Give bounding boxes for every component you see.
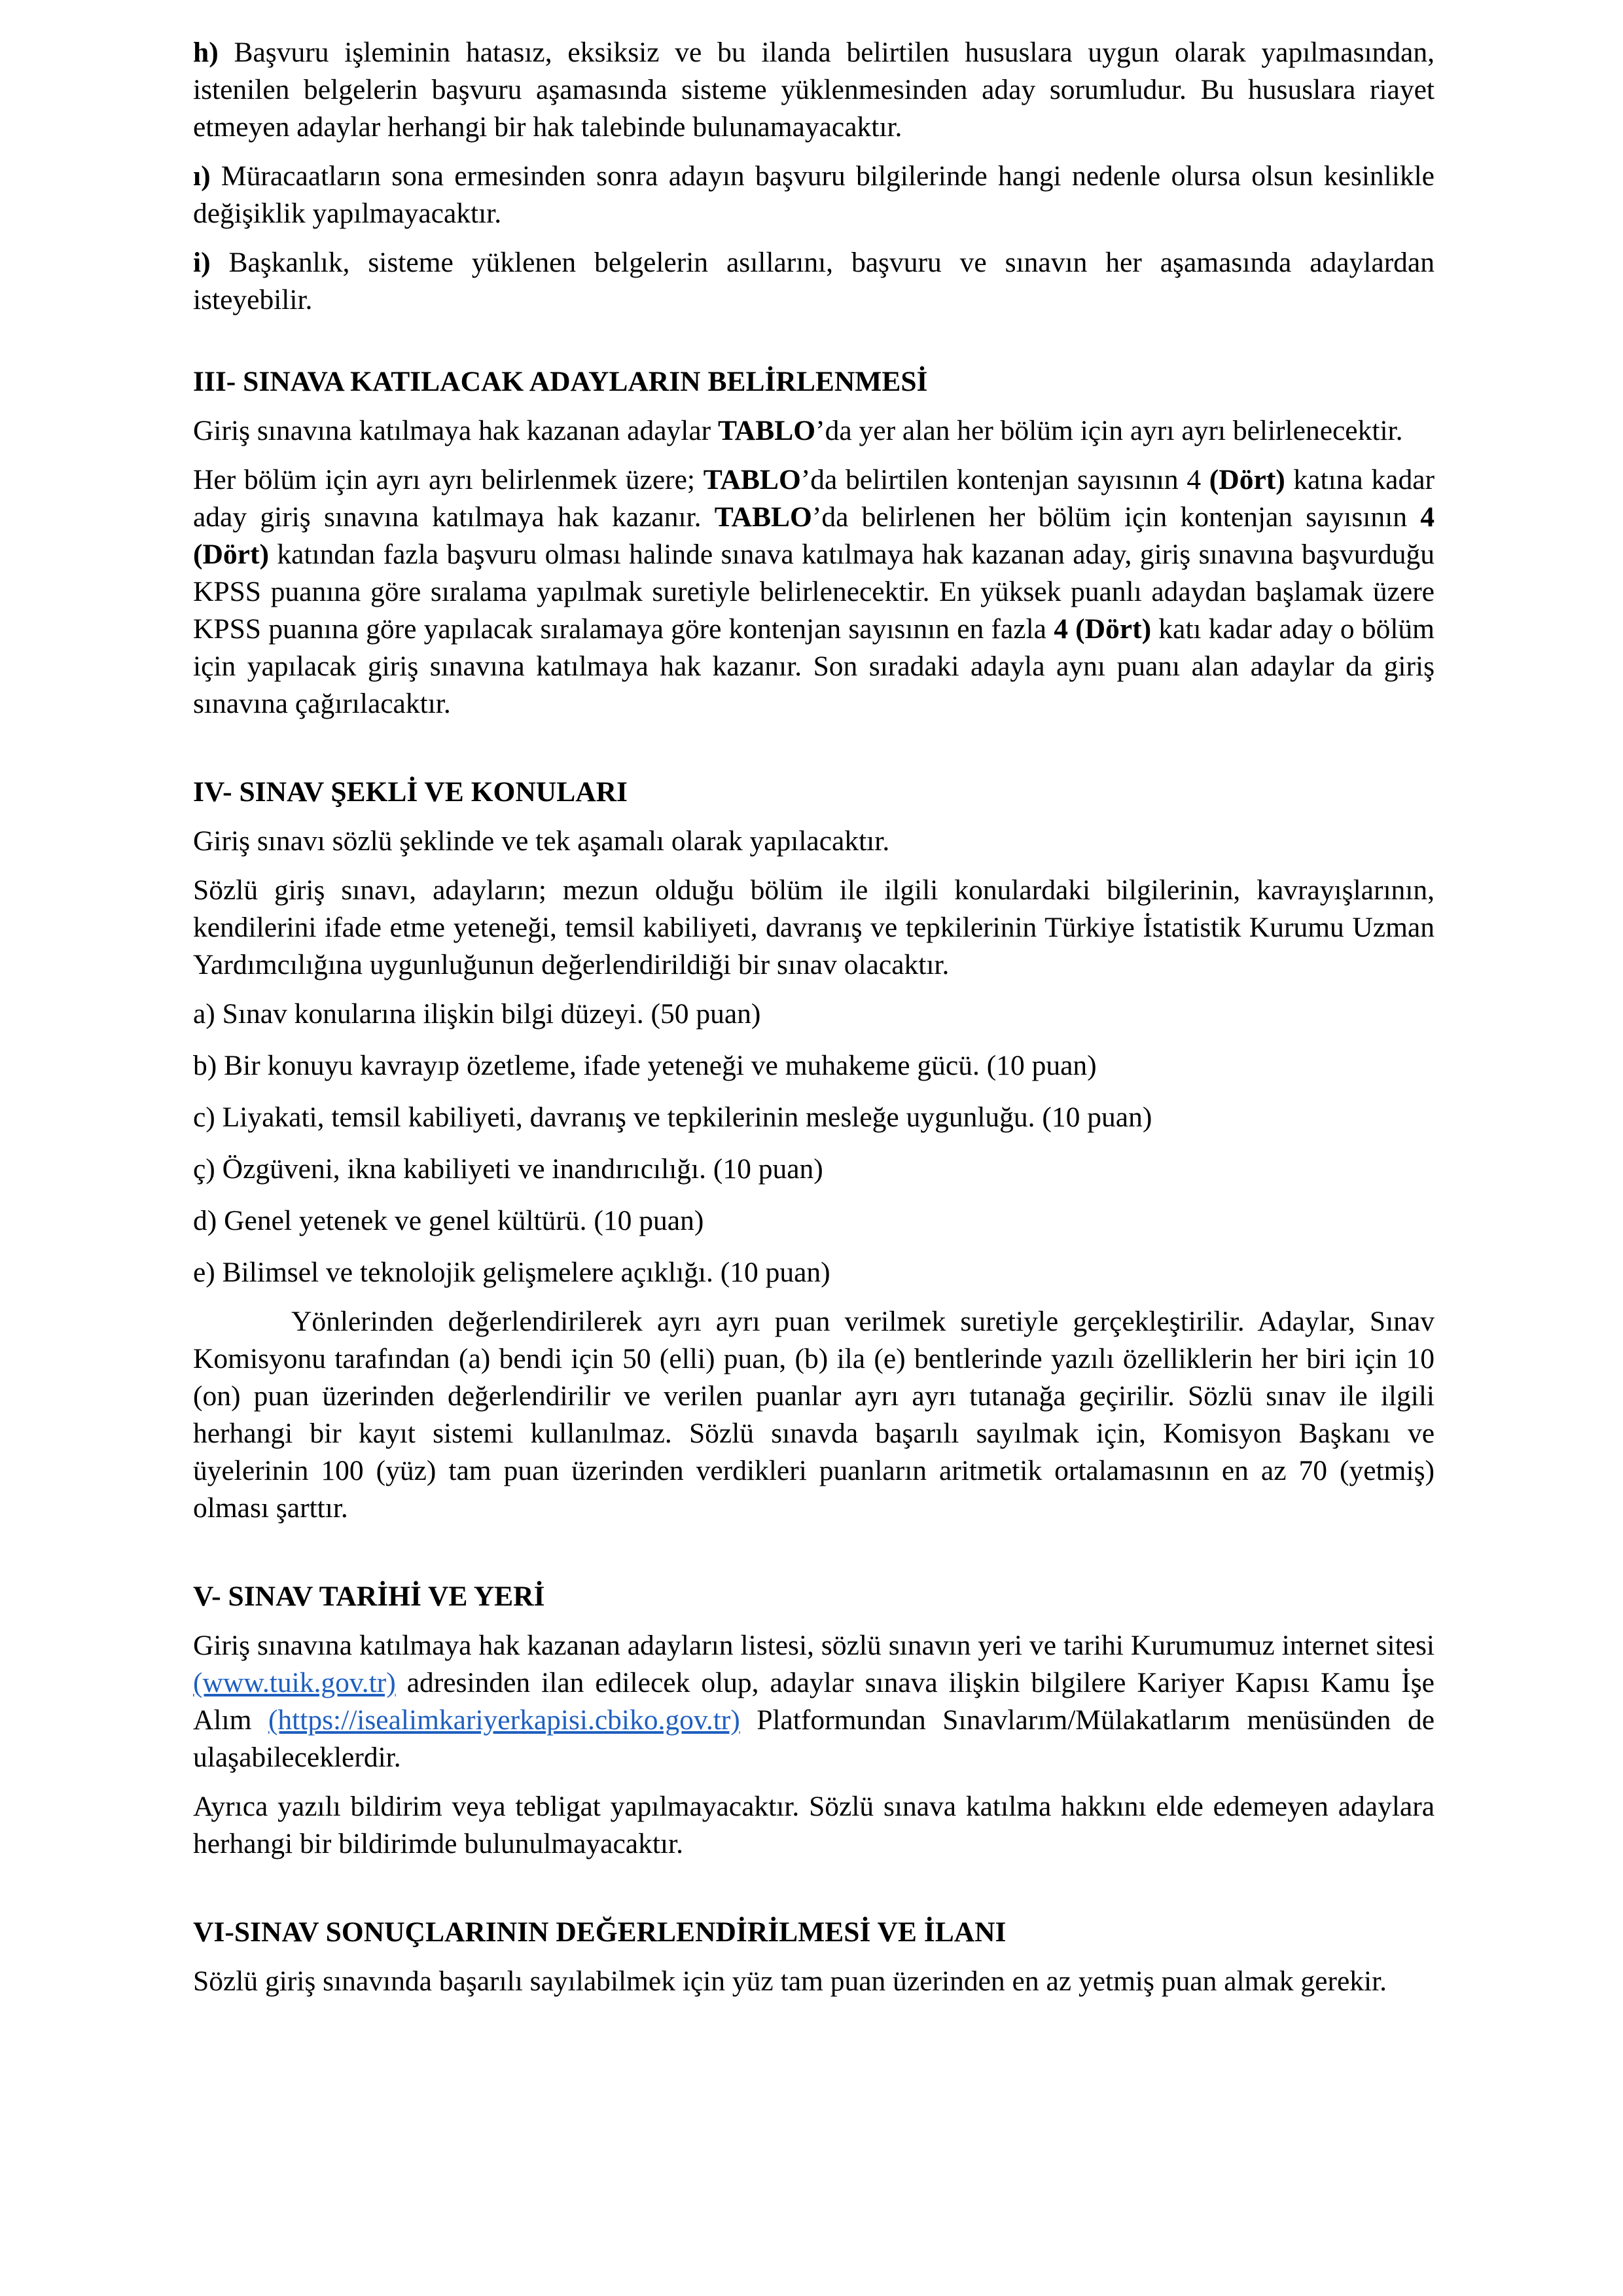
criteria-item-d: d) Genel yetenek ve genel kültürü. (10 puan)	[193, 1205, 704, 1236]
item-label-h: h)	[193, 37, 219, 68]
section3-paragraph-2	[193, 461, 1435, 723]
criteria-item-c-cedilla: ç) Özgüveni, ikna kabiliyeti ve inandırıcılığı. (10 puan)	[193, 1153, 823, 1185]
section3-paragraph-1	[193, 412, 1435, 450]
section5-paragraph-1	[193, 1627, 1435, 1776]
criteria-item-b: b) Bir konuyu kavrayıp özetleme, ifade yeteneği ve muhakeme gücü. (10 puan)	[193, 1050, 1097, 1081]
criteria-item-e: e) Bilimsel ve teknolojik gelişmelere açıklığı. (10 puan)	[193, 1257, 830, 1288]
kariyer-kapisi-link[interactable]: (https://isealimkariyerkapisi.cbiko.gov.tr)	[268, 1704, 740, 1736]
text-run: Giriş sınavına katılmaya hak kazanan adaylar	[193, 415, 719, 446]
text-run: katından fazla başvuru olması halinde sınava katılmaya hak kazanan aday, giriş sınavına başvurduğu KPSS puanına göre sıralama yapılmak suretiyle belirlenecektir. En yüksek puanlı adaydan başlamak üzere KPSS puanına göre yapılacak sıralamaya göre kontenjan sayısının en fazla	[193, 539, 1435, 645]
section4-paragraph-1: Giriş sınavı sözlü şeklinde ve tek aşamalı olarak yapılacaktır.	[193, 825, 890, 857]
paragraph-i-dotless	[193, 158, 1435, 232]
section-heading-6: VI-SINAV SONUÇLARININ DEĞERLENDİRİLMESİ VE İLANI	[193, 1916, 1007, 1948]
tuik-website-link[interactable]: (www.tuik.gov.tr)	[193, 1667, 396, 1698]
text-run-bold: TABLO	[714, 501, 812, 533]
paragraph-i-text: Başkanlık, sisteme yüklenen belgelerin asıllarını, başvuru ve sınavın her aşamasında adaylardan isteyebilir.	[193, 247, 1435, 315]
section-heading-3: III- SINAVA KATILACAK ADAYLARIN BELİRLENMESİ	[193, 366, 928, 397]
item-label-i: i)	[193, 247, 211, 278]
text-run: ’da yer alan her bölüm için ayrı ayrı belirlenecektir.	[815, 415, 1403, 446]
text-run: katına kadar aday giriş sınavına katılmaya hak kazanır.	[193, 464, 1435, 533]
text-run: Her bölüm için ayrı ayrı belirlenmek üzere;	[193, 464, 704, 495]
text-run: Giriş sınavına katılmaya hak kazanan adayların listesi, sözlü sınavın yeri ve tarihi Kurumumuz internet sitesi	[193, 1630, 1435, 1661]
text-run: adresinden ilan edilecek olup, adaylar sınava ilişkin bilgilere Kariyer Kapısı Kamu İşe Alım	[193, 1667, 1435, 1736]
text-run: katı kadar aday o bölüm için yapılacak giriş sınavına katılmaya hak kazanır. Son sıradaki adayla aynı puanı alan adaylar da giriş sınavına çağırılacaktır.	[193, 613, 1435, 719]
criteria-item-a: a) Sınav konularına ilişkin bilgi düzeyi. (50 puan)	[193, 998, 761, 1030]
paragraph-i-dotless-text: Müracaatların sona ermesinden sonra adayın başvuru bilgilerinde hangi nedenle olursa olsun kesinlikle değişiklik yapılmayacaktır.	[193, 160, 1435, 229]
paragraph-i	[193, 244, 1435, 319]
section5-paragraph-2: Ayrıca yazılı bildirim veya tebligat yapılmayacaktır. Sözlü sınava katılma hakkını elde edemeyen adaylara herhangi bir bildirimde bulunulmayacaktır.	[193, 1791, 1435, 1859]
paragraph-h	[193, 34, 1435, 146]
section6-paragraph-1: Sözlü giriş sınavında başarılı sayılabilmek için yüz tam puan üzerinden en az yetmiş puan almak gerekir.	[193, 1965, 1387, 1997]
text-run-bold: 4 (Dört)	[1054, 613, 1152, 645]
section4-paragraph-3: Yönlerinden değerlendirilerek ayrı ayrı puan verilmek suretiyle gerçekleştirilir. Adaylar, Sınav Komisyonu tarafından (a) bendi için 50 (elli) puan, (b) ila (e) bentlerinde yazılı özelliklerin her biri için 10 (on) puan üzerinden değerlendirilir ve verilen puanlar ayrı ayrı tutanağa geçirilir. Sözlü sınav ile ilgili herhangi bir kayıt sistemi kullanılmaz. Sözlü sınavda başarılı sayılmak için, Komisyon Başkanı ve üyelerinin 100 (yüz) tam puan üzerinden verdikleri puanların aritmetik ortalamasının en az 70 (yetmiş) olması şarttır.	[193, 1306, 1435, 1524]
section4-paragraph-2: Sözlü giriş sınavı, adayların; mezun olduğu bölüm ile ilgili konulardaki bilgilerinin, kavrayışlarının, kendilerini ifade etme yeteneği, temsil kabiliyeti, davranış ve tepkilerinin Türkiye İstatistik Kurumu Uzman Yardımcılığına uygunluğunun değerlendirildiği bir sınav olacaktır.	[193, 874, 1435, 980]
item-label-i-dotless: ı)	[193, 160, 211, 192]
text-run: Platformundan Sınavlarım/Mülakatlarım menüsünden de ulaşabileceklerdir.	[193, 1704, 1435, 1773]
section-heading-5: V- SINAV TARİHİ VE YERİ	[193, 1581, 545, 1612]
paragraph-h-text: Başvuru işleminin hatasız, eksiksiz ve bu ilanda belirtilen hususlara uygun olarak yapılmasından, istenilen belgelerin başvuru aşamasında sisteme yüklenmesinden aday sorumludur. Bu hususlara riayet etmeyen adaylar herhangi bir hak talebinde bulunamayacaktır.	[193, 37, 1435, 143]
text-run-bold: TABLO	[703, 464, 801, 495]
section-heading-4: IV- SINAV ŞEKLİ VE KONULARI	[193, 776, 628, 808]
text-run-bold: TABLO	[718, 415, 816, 446]
text-run: ’da belirtilen kontenjan sayısının 4	[800, 464, 1209, 495]
text-run: ’da belirlenen her bölüm için kontenjan sayısının	[812, 501, 1421, 533]
text-run-bold: (Dört)	[1209, 464, 1285, 495]
criteria-item-c: c) Liyakati, temsil kabiliyeti, davranış ve tepkilerinin mesleğe uygunluğu. (10 puan)	[193, 1102, 1152, 1133]
text-run-bold: 4 (Dört)	[193, 501, 1435, 570]
